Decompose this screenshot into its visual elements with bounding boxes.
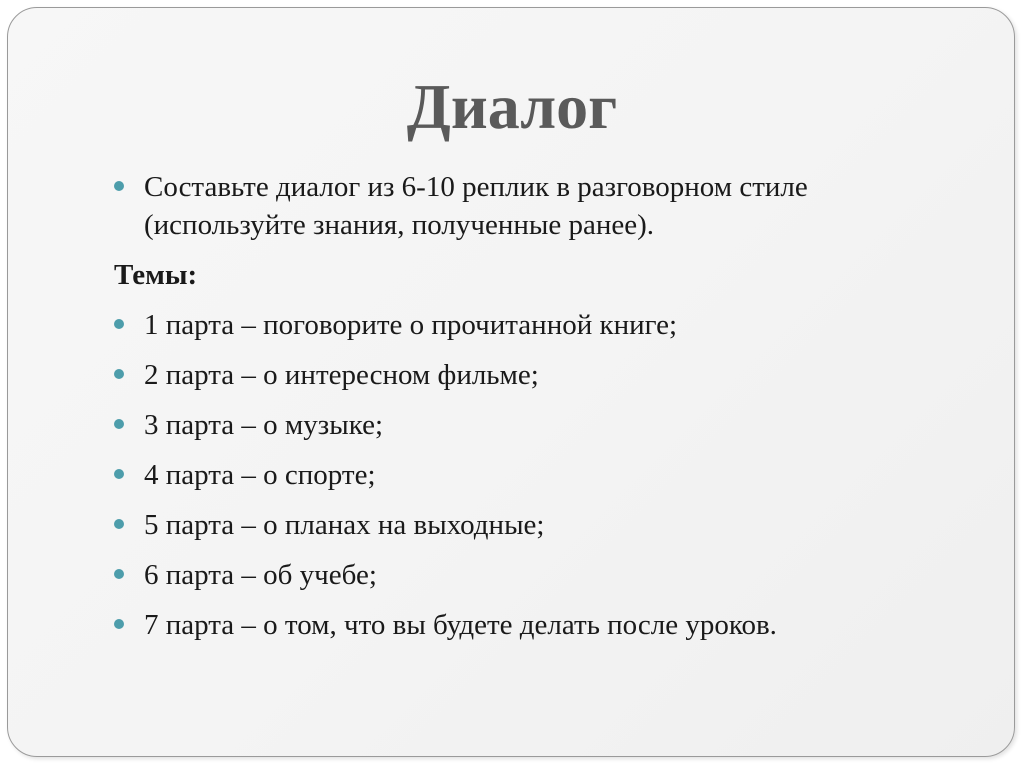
bullet-dot-icon	[114, 319, 124, 329]
topic-item	[112, 506, 972, 544]
topic-item	[112, 406, 972, 444]
topic-item	[112, 456, 972, 494]
topic-text: 2 парта – о интересном фильме;	[144, 359, 539, 391]
slide-title: Диалог	[406, 71, 618, 142]
slide-content	[112, 168, 972, 656]
topic-text: 1 парта – поговорите о прочитанной книге;	[144, 309, 678, 341]
topic-text: 6 парта – об учебе;	[144, 559, 377, 591]
bullet-dot-icon	[114, 419, 124, 429]
topic-text: 7 парта – о том, что вы будете делать после уроков.	[144, 609, 777, 641]
topic-text: 3 парта – о музыке;	[144, 409, 383, 441]
intro-bullet	[112, 168, 972, 244]
bullet-dot-icon	[114, 181, 124, 191]
topic-item	[112, 606, 972, 644]
intro-text: Составьте диалог из 6-10 реплик в разговорном стиле (используйте знания, полученные ранее).	[144, 171, 808, 241]
topic-item	[112, 556, 972, 594]
bullet-dot-icon	[114, 519, 124, 529]
bullet-dot-icon	[114, 469, 124, 479]
bullet-dot-icon	[114, 619, 124, 629]
bullet-dot-icon	[114, 569, 124, 579]
topic-text: 4 парта – о спорте;	[144, 459, 376, 491]
bullet-dot-icon	[114, 369, 124, 379]
topic-item	[112, 356, 972, 394]
topic-text: 5 парта – о планах на выходные;	[144, 509, 545, 541]
topic-item	[112, 306, 972, 344]
topics-heading: Темы:	[114, 259, 198, 291]
